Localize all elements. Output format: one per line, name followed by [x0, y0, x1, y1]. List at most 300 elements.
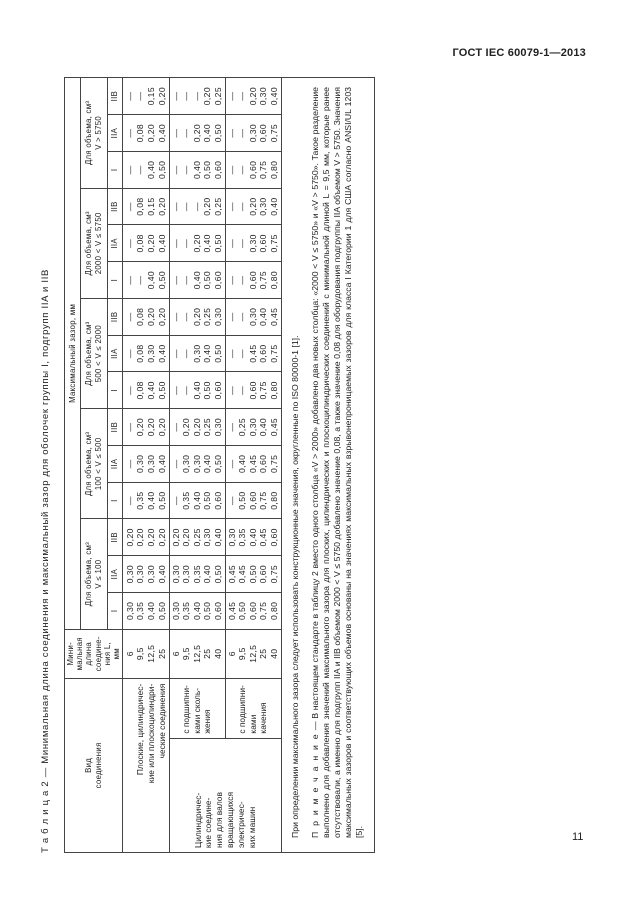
gap-value: 0,60 [212, 491, 223, 510]
gap-value: 0,20 [145, 417, 156, 437]
bearing-type-line: с подшипни- [236, 685, 247, 734]
head-volume-line: Для объема, см³ [84, 541, 94, 607]
gap-value: 0,50 [202, 491, 213, 510]
head-subgroup: IIA [107, 556, 123, 593]
gap-value: 0,25 [212, 197, 223, 216]
gap-value: — [237, 275, 248, 285]
head-subgroup: IIB [107, 298, 123, 335]
gap-value: 0,30 [258, 197, 269, 216]
gap-value: 0,30 [202, 528, 213, 547]
gap-cell [123, 115, 169, 152]
head-volume-line: Для объема, см³ [84, 100, 94, 166]
gap-value: — [124, 128, 135, 138]
gap-value: — [226, 349, 237, 359]
bearing-type-label [169, 678, 225, 738]
gap-cell [123, 298, 169, 335]
table-row-plane-joints [123, 78, 169, 853]
gap-cell [225, 409, 281, 446]
gap-value: 0,50 [212, 344, 223, 363]
gap-value: 0,40 [156, 564, 167, 584]
gap-value: 0,50 [237, 601, 248, 621]
head-volume-line: 100 < V ≤ 500 [93, 437, 103, 491]
head-volume-line: V ≤ 100 [93, 559, 103, 589]
head-subgroup: IIB [107, 409, 123, 446]
gap-value: 0,40 [258, 417, 269, 437]
head-subgroup: IIA [107, 115, 123, 152]
gap-value: — [170, 165, 181, 175]
gap-value: 0,20 [191, 417, 202, 437]
gap-value: 0,75 [258, 160, 269, 180]
gap-value: 0,60 [247, 491, 258, 510]
gap-value: — [237, 349, 248, 359]
gap-value: 0,50 [156, 601, 167, 621]
gap-value: 0,40 [268, 197, 279, 216]
gap-value: 0,50 [156, 491, 167, 510]
gap-value: — [181, 385, 192, 395]
gap-cell [169, 188, 225, 225]
head-volume-line: 2000 < V ≤ 5750 [93, 212, 103, 275]
gap-value: 0,40 [202, 123, 213, 143]
gap-value: 0,20 [156, 528, 167, 547]
gap-value: — [135, 165, 146, 175]
gap-value: — [181, 202, 192, 212]
gap-value: 0,40 [145, 491, 156, 510]
head-subgroup: IIA [107, 445, 123, 482]
gap-value: 0,45 [268, 307, 279, 327]
gap-value: — [226, 385, 237, 395]
gap-value: 0,40 [202, 454, 213, 474]
gap-value: 0,50 [212, 123, 223, 143]
note-label: П р и м е ч а н и е [310, 732, 321, 838]
gap-value: 0,35 [135, 601, 146, 621]
gap-value: — [170, 422, 181, 432]
gap-value: — [226, 422, 237, 432]
gap-value: — [226, 496, 237, 506]
gap-cell [123, 151, 169, 188]
gap-cell [169, 115, 225, 152]
gap-cell [169, 262, 225, 299]
gap-value: 0,30 [191, 454, 202, 474]
gap-value: 0,08 [135, 234, 146, 253]
gap-value: — [170, 385, 181, 395]
gap-cell [225, 372, 281, 409]
gap-value: 0,30 [145, 564, 156, 584]
gap-value: 0,35 [237, 528, 248, 547]
gap-cell [225, 262, 281, 299]
gap-value: 0,45 [237, 564, 248, 584]
gap-value: 0,35 [135, 491, 146, 510]
gap-cell [225, 151, 281, 188]
length-value: 25 [258, 648, 269, 659]
gap-value: 0,40 [145, 381, 156, 400]
gap-value: 0,20 [191, 234, 202, 253]
head-volume-line: V > 5750 [93, 115, 103, 150]
gap-value: 0,45 [247, 344, 258, 363]
gap-value: 0,40 [191, 601, 202, 621]
gap-value: 0,20 [145, 307, 156, 327]
gap-value: — [124, 238, 135, 248]
gap-value: 0,40 [237, 454, 248, 474]
head-subgroup: I [107, 592, 123, 629]
gap-value: 0,80 [268, 491, 279, 510]
gap-value: 0,40 [145, 601, 156, 621]
gap-value: — [237, 165, 248, 175]
gap-value: 0,45 [268, 417, 279, 437]
gap-value: 0,30 [145, 454, 156, 474]
gap-value: 0,25 [202, 307, 213, 327]
gap-value: — [226, 459, 237, 469]
gap-value: 0,20 [124, 528, 135, 547]
head-min-length-line: длина [84, 641, 94, 666]
gap-value: — [226, 202, 237, 212]
gap-value: 0,35 [191, 564, 202, 584]
length-value: 6 [226, 651, 237, 657]
gap-value: — [124, 312, 135, 322]
bearing-type-line: ками сколь- [191, 687, 202, 734]
gap-value: 0,50 [156, 381, 167, 400]
gap-cell [225, 335, 281, 372]
gap-value: 0,08 [135, 381, 146, 400]
head-joint-type-line: соединения [93, 742, 103, 789]
gap-value: — [124, 459, 135, 469]
gap-value: 0,50 [212, 234, 223, 253]
gap-table [64, 77, 375, 853]
gap-value: 0,30 [258, 86, 269, 106]
head-subgroup: IIB [107, 78, 123, 115]
gap-cell [225, 556, 281, 593]
gap-value: 0,30 [135, 564, 146, 584]
length-value: 12,5 [145, 644, 156, 663]
gap-value: 0,40 [247, 528, 258, 547]
gap-value: 0,25 [237, 417, 248, 437]
gap-value: 0,30 [170, 601, 181, 621]
head-min-length-line: мм [112, 648, 122, 660]
gap-value: 0,20 [191, 123, 202, 143]
gap-value: 0,40 [268, 86, 279, 106]
gap-value: 0,75 [268, 234, 279, 253]
page-number: 11 [572, 831, 584, 843]
gap-value: — [124, 275, 135, 285]
gap-cell [225, 482, 281, 519]
gap-value: 0,60 [247, 381, 258, 400]
gap-value: — [237, 385, 248, 395]
gap-value: — [124, 385, 135, 395]
gap-value: — [226, 275, 237, 285]
gap-value: — [135, 275, 146, 285]
head-min-length-line: мальная [75, 637, 85, 671]
gap-value: 0,75 [258, 270, 269, 290]
gap-value: 0,35 [181, 491, 192, 510]
gap-cell [123, 409, 169, 446]
gap-value: 0,60 [212, 381, 223, 400]
note-gap-rounding: При определении максимального зазора следует использовать конструкционные значения, округленные по ISO 80000-1 [1]. [289, 335, 300, 838]
gap-value: 0,30 [247, 417, 258, 437]
length-value: 12,5 [191, 644, 202, 663]
length-cell [123, 629, 169, 678]
head-volume-line: Для объема, см³ [84, 211, 94, 276]
gap-value: 0,25 [191, 528, 202, 547]
head-volume-line: 500 < V ≤ 2000 [93, 324, 103, 383]
gap-value: 0,60 [258, 344, 269, 363]
length-value: 25 [156, 648, 167, 659]
table-row-shaft-rolling [225, 78, 281, 853]
table-row-shaft-sleeve [169, 78, 225, 853]
gap-value: 0,60 [212, 601, 223, 621]
gap-cell [225, 188, 281, 225]
gap-value: 0,20 [156, 307, 167, 327]
gap-value: 0,60 [212, 160, 223, 180]
head-subgroup: I [107, 372, 123, 409]
gap-value: 0,50 [237, 491, 248, 510]
joint-type-line: электричес- [235, 801, 246, 848]
gap-value: 0,40 [156, 123, 167, 143]
joint-type-line: ния для валов [214, 792, 225, 848]
head-subgroup: I [107, 262, 123, 299]
gap-value: — [237, 312, 248, 322]
gap-value: 0,30 [212, 307, 223, 327]
gap-value: 0,50 [156, 160, 167, 180]
gap-value: 0,45 [226, 601, 237, 621]
gap-cell [169, 409, 225, 446]
gap-value: 0,20 [181, 528, 192, 547]
length-value: 40 [268, 648, 279, 659]
gap-value: 0,30 [247, 307, 258, 327]
gap-value: — [124, 202, 135, 212]
head-min-length-line: соедине- [93, 636, 103, 672]
gap-cell [123, 592, 169, 629]
gap-value: — [170, 202, 181, 212]
gap-value: 0,30 [145, 344, 156, 363]
gap-cell [123, 188, 169, 225]
gap-value: 0,45 [247, 454, 258, 474]
bearing-type-line: с подшипни- [180, 685, 191, 734]
gap-cell [123, 225, 169, 262]
gap-value: — [181, 165, 192, 175]
gap-value: — [170, 275, 181, 285]
gap-value: 0,35 [181, 601, 192, 621]
gap-value: 0,45 [226, 564, 237, 584]
gap-value: 0,30 [124, 564, 135, 584]
joint-type-line: вращающихся [225, 792, 236, 848]
gap-cell [123, 372, 169, 409]
gap-cell [225, 225, 281, 262]
gap-value: 0,30 [212, 417, 223, 437]
gap-value: — [237, 128, 248, 138]
gap-value: 0,50 [212, 564, 223, 584]
gap-value: 0,15 [145, 86, 156, 106]
gap-value: 0,40 [202, 564, 213, 584]
gap-value: 0,80 [268, 601, 279, 621]
gap-value: — [226, 238, 237, 248]
gap-value: 0,75 [268, 344, 279, 363]
gap-value: 0,20 [156, 86, 167, 106]
gap-value: 0,60 [212, 270, 223, 290]
gap-value: 0,20 [135, 528, 146, 547]
gap-value: 0,20 [135, 417, 146, 437]
gap-value: 0,30 [247, 234, 258, 253]
length-value: 12,5 [247, 644, 258, 663]
gap-value: 0,75 [258, 601, 269, 621]
gap-value: 0,20 [156, 417, 167, 437]
gap-cell [225, 519, 281, 556]
gap-value: — [170, 496, 181, 506]
gap-value: 0,20 [202, 197, 213, 216]
length-value: 9,5 [135, 647, 146, 661]
gap-value: — [170, 128, 181, 138]
gap-cell [123, 262, 169, 299]
gap-cell [169, 556, 225, 593]
gap-value: 0,20 [145, 123, 156, 143]
joint-type-line: кие или плоскоцилиндри- [146, 683, 157, 784]
gap-value: 0,30 [181, 564, 192, 584]
table-head [65, 78, 123, 853]
gap-value: — [124, 91, 135, 101]
document-header: ГОСТ IEC 60079-1—2013 [452, 47, 586, 59]
head-min-length [65, 629, 123, 678]
gap-value: 0,80 [268, 381, 279, 400]
gap-value: 0,40 [145, 270, 156, 290]
gap-value: — [226, 128, 237, 138]
gap-value: 0,40 [191, 491, 202, 510]
gap-value: 0,25 [202, 417, 213, 437]
gap-value: — [226, 312, 237, 322]
gap-value: — [124, 165, 135, 175]
bearing-type-line: ками [247, 714, 258, 734]
gap-value: — [181, 238, 192, 248]
gap-cell [123, 556, 169, 593]
gap-cell [225, 445, 281, 482]
head-volume-group [80, 188, 107, 298]
gap-value: 0,15 [145, 197, 156, 216]
gap-cell [123, 519, 169, 556]
head-max-gap: Максимальный зазор, мм [65, 78, 81, 630]
head-subgroup: IIB [107, 519, 123, 556]
gap-value: 0,60 [268, 528, 279, 547]
gap-value: 0,60 [258, 564, 269, 584]
gap-value: 0,20 [191, 307, 202, 327]
gap-value: — [237, 238, 248, 248]
gap-value: 0,40 [156, 454, 167, 474]
gap-value: 0,75 [268, 564, 279, 584]
head-volume-line: Для объема, см³ [84, 321, 94, 386]
gap-value: 0,75 [258, 491, 269, 510]
head-volume-group [80, 298, 107, 408]
gap-value: 0,20 [145, 528, 156, 547]
gap-value: — [124, 349, 135, 359]
length-value: 40 [212, 648, 223, 659]
gap-value: 0,80 [268, 160, 279, 180]
length-cell [225, 629, 281, 678]
head-volume-group [80, 519, 107, 629]
gap-value: 0,30 [181, 454, 192, 474]
head-subgroup: I [107, 482, 123, 519]
head-volume-group [80, 78, 107, 189]
gap-value: — [191, 91, 202, 101]
gap-value: 0,60 [258, 454, 269, 474]
gap-value: 0,40 [212, 528, 223, 547]
gap-cell [169, 225, 225, 262]
head-joint-type-line: Вид [84, 757, 94, 773]
bearing-type-line: жения [202, 709, 213, 734]
gap-cell [169, 519, 225, 556]
gap-value: 0,20 [170, 528, 181, 547]
head-subgroup: IIB [107, 188, 123, 225]
joint-type-line: кие соедине- [203, 797, 214, 848]
length-value: 6 [170, 651, 181, 657]
table-body [123, 78, 281, 853]
gap-value: — [170, 238, 181, 248]
gap-value: 0,50 [156, 270, 167, 290]
gap-value: 0,50 [202, 160, 213, 180]
gap-cell [123, 335, 169, 372]
gap-value: 0,40 [258, 307, 269, 327]
gap-value: 0,30 [247, 123, 258, 143]
gap-value: — [170, 312, 181, 322]
gap-value: 0,60 [247, 160, 258, 180]
gap-value: 0,08 [135, 344, 146, 363]
gap-value: 0,30 [191, 344, 202, 363]
gap-value: 0,20 [156, 197, 167, 216]
gap-cell [169, 445, 225, 482]
gap-value: 0,45 [258, 528, 269, 547]
gap-value: — [181, 128, 192, 138]
length-value: 9,5 [181, 647, 192, 661]
gap-value: — [226, 165, 237, 175]
gap-value: 0,75 [258, 381, 269, 400]
gap-value: 0,20 [247, 86, 258, 106]
gap-value: 0,30 [226, 528, 237, 547]
gap-value: 0,40 [191, 270, 202, 290]
gap-value: 0,75 [268, 123, 279, 143]
gap-value: 0,30 [135, 454, 146, 474]
gap-value: 0,20 [181, 417, 192, 437]
gap-value: 0,75 [268, 454, 279, 474]
joint-type-line: Цилиндричес- [192, 792, 203, 848]
gap-value: — [237, 91, 248, 101]
gap-cell [225, 115, 281, 152]
gap-cell [225, 298, 281, 335]
length-value: 9,5 [237, 647, 248, 661]
note-body: — В настоящем стандарте в таблицу 2 вместо одного столбца «V > 2000» добавлено два новых столбца: «2000 < V ≤ 5750» и «V > 5750». Такое разделение выполнено для добавления значений максимального зазора для плоских, цилиндрических и плоскоцилиндрических соединений с минимальной длиной L = 9,5 мм, которые ранее отсутствовали, а именно для подгрупп IIA и IIB объемом 2000 < V ≤ 5750 добавлено значение 0,08, а также значение 0,08 для оборудования подгруппы IIA объемом V > 5750. Значения максимальных зазоров и соответствующих объемов основаны на значениях максимальных взрывонепроницаемых зазоров для класса I Категории 1 для США согласно ANSI/UL 1203 [5]. [310, 87, 365, 838]
gap-value: 0,20 [247, 197, 258, 216]
bearing-type-line: качения [258, 702, 269, 734]
gap-value: — [170, 349, 181, 359]
gap-cell [225, 592, 281, 629]
gap-value: 0,40 [156, 234, 167, 253]
head-joint-type [65, 678, 123, 852]
gap-value: — [181, 91, 192, 101]
gap-value: — [170, 459, 181, 469]
gap-value: 0,50 [202, 381, 213, 400]
gap-value: 0,20 [145, 234, 156, 253]
gap-value: 0,40 [191, 381, 202, 400]
head-subgroup: IIA [107, 225, 123, 262]
gap-value: — [191, 202, 202, 212]
joint-type-line: Плоские, цилиндричес- [135, 683, 146, 776]
gap-cell [123, 78, 169, 115]
head-subgroup: I [107, 151, 123, 188]
gap-value: 0,50 [247, 564, 258, 584]
gap-cell [123, 482, 169, 519]
gap-cell [225, 78, 281, 115]
gap-value: — [124, 496, 135, 506]
head-volume-line: Для объема, см³ [84, 431, 94, 497]
gap-cell [169, 592, 225, 629]
joint-type-line: ких машин [246, 806, 257, 848]
head-volume-group [80, 409, 107, 519]
gap-value: 0,08 [135, 123, 146, 143]
gap-cell [169, 372, 225, 409]
